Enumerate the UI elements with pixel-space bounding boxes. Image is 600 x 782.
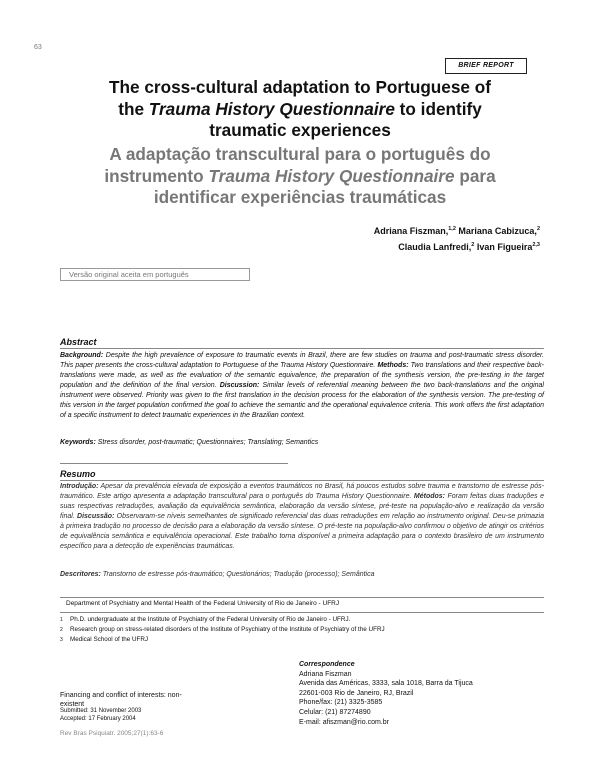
keywords	[60, 438, 544, 448]
abstract-heading: Abstract	[60, 337, 97, 347]
author-2: Mariana Cabizuca,	[455, 226, 537, 236]
resumo-discussion-label: Discussão:	[77, 513, 115, 520]
correspondence-mobile: Celular: (21) 87274890	[299, 708, 371, 716]
abstract-methods-label: Methods:	[377, 362, 409, 369]
resumo-top-divider	[60, 463, 288, 464]
keywords-label: Keywords:	[60, 439, 96, 446]
title-pt-line2	[30, 166, 570, 188]
abstract-discussion-label: Discussion:	[219, 382, 260, 389]
affiliation-footnotes	[60, 615, 385, 645]
correspondence-address: Avenida das Américas, 3333, sala 1018, Barra da Tijuca	[299, 680, 473, 688]
title-pt-line2-pre: instrumento	[104, 165, 209, 186]
version-note: Versão original aceita em português	[60, 268, 250, 281]
footnote-number: 2	[60, 627, 63, 633]
descritores-label: Descritores:	[60, 571, 101, 578]
accepted-date: Accepted: 17 February 2004	[60, 715, 136, 722]
title-en-line1: The cross-cultural adaptation to Portuguese of	[109, 77, 491, 97]
resumo-divider	[60, 480, 544, 481]
abstract-divider	[60, 348, 544, 349]
author-1-affil: 1,2	[448, 226, 456, 232]
abstract-body	[60, 351, 544, 421]
author-4-affil: 2,3	[532, 242, 540, 248]
correspondence-name: Adriana Fiszman	[299, 670, 352, 678]
author-4: Ivan Figueira	[474, 242, 533, 252]
author-2-affil: 2	[536, 226, 540, 232]
journal-reference: Rev Bras Psiquiatr. 2005;27(1):63-6	[60, 730, 164, 737]
footnote-text: Research group on stress-related disorders of the Institute of Psychiatry of the Institute of Psychiatry of the UFRJ	[70, 626, 385, 633]
author-3: Claudia Lanfredi,	[398, 242, 472, 252]
resumo-methods-text: Foram feitas duas traduções e suas respectivas retraduções, avaliação da equivalência semântica, elaboração da versão síntese, pré-teste na população-alvo e realização da versão final.	[60, 493, 544, 520]
title-en-instrument: Trauma History Questionnaire	[148, 98, 395, 119]
title-en-line3: traumatic experiences	[209, 120, 391, 140]
resumo-intro-text: Apesar da prevalência elevada de exposição a eventos traumáticos no Brasil, há poucos estudos sobre trauma e transtorno de estresse pós-traumático. Este artigo apresenta a adaptação transcultural para o português do Trauma History Questionnaire.	[60, 483, 544, 500]
title-pt-line3: identificar experiências traumáticas	[153, 187, 447, 207]
resumo-intro-label: Introdução:	[60, 483, 99, 490]
footnote-number: 1	[60, 617, 63, 623]
descritores-text: Transtorno de estresse pós-traumático; Questionários; Tradução (processo); Semântica	[100, 571, 375, 578]
resumo-methods-label: Métodos:	[413, 493, 446, 500]
submission-dates	[60, 708, 141, 724]
submitted-date: Submitted: 31 November 2003	[60, 708, 142, 714]
footnote-text: Medical School of the UFRJ	[70, 636, 149, 643]
title-pt-line1: A adaptação transcultural para o português do	[109, 144, 491, 164]
article-type-badge: BRIEF REPORT	[445, 58, 527, 74]
footnote	[60, 615, 385, 625]
financing-statement: Financing and conflict of interests: non-existent	[60, 692, 182, 708]
correspondence	[299, 660, 473, 727]
correspondence-email[interactable]: E-mail: afiszman@rio.com.br	[299, 718, 389, 726]
page-number: 63	[34, 44, 42, 51]
department: Department of Psychiatry and Mental Health of the Federal University of Rio de Janeiro - UFRJ	[66, 600, 340, 607]
title-pt-line2-post: para	[454, 165, 496, 186]
author-1: Adriana Fiszman,	[373, 226, 449, 236]
title-pt-instrument: Trauma History Questionnaire	[208, 165, 455, 186]
correspondence-city: 22601-003 Rio de Janeiro, RJ, Brazil	[299, 689, 414, 697]
abstract-background-label: Background:	[60, 352, 104, 359]
title-portuguese	[30, 144, 570, 209]
title-en-line2-post: to identify	[394, 98, 482, 119]
title-en-line2	[30, 99, 570, 121]
correspondence-phone: Phone/fax: (21) 3325-3585	[299, 699, 383, 707]
resumo-discussion-text: Observaram-se níveis semelhantes de significado referencial das duas retraduções em relação ao instrumento original. Deu-se primazia à primeira tradução no processo de decisão para a elaboração da versão síntese. O pré-teste na população-alvo confirmou o objetivo de atingir os critérios de equivalência semântica e equivalência operacional. Este trabalho torna disponível a primeira adaptação para o contexto brasileiro de um instrumento específico para a detecção de experiências traumáticas.	[60, 513, 544, 550]
title-english	[30, 77, 570, 142]
authors	[200, 222, 540, 254]
correspondence-heading: Correspondence	[299, 661, 355, 668]
authors-line1	[200, 222, 540, 238]
resumo-heading: Resumo	[60, 469, 96, 479]
abstract-methods-text: Two translations and their respective back-translations were made, as well as the evaluation of the semantic equivalence, the preparation of the synthesis version, the pre-testing in the target population and the definition of the final version.	[60, 362, 544, 389]
department-top-divider	[60, 597, 544, 598]
footnote	[60, 625, 385, 635]
title-en-line2-pre: the	[118, 98, 149, 119]
abstract-discussion-text: Similar levels of referential meaning between the two back-translations and the original instrument were observed. Priority was given to the first translation in the decision process for the elaboration of the synthesis version. The pre-testing of this version in the target population confirmed the goal to achieve the semantic and the operational equivalence criteria. This work offers the first adaptation of a specific instrument to detect traumatic experiences in the Brazilian context.	[60, 382, 544, 419]
department-divider	[60, 612, 544, 613]
resumo-body	[60, 482, 544, 552]
author-3-affil: 2	[471, 242, 475, 248]
footnote-text: Ph.D. undergraduate at the Institute of Psychiatry of the Federal University of Rio de Janeiro - UFRJ.	[70, 616, 351, 623]
authors-line2	[200, 238, 540, 254]
footnote	[60, 635, 385, 645]
footnote-number: 3	[60, 637, 63, 643]
keywords-text: Stress disorder, post-traumatic; Questionnaires; Translating; Semantics	[95, 439, 319, 446]
abstract-background-text: Despite the high prevalence of exposure to traumatic events in Brazil, there are few studies on trauma and post-traumatic stress disorder. This paper presents the cross-cultural adaptation to Portuguese of the Trauma History Questionnaire.	[60, 352, 544, 369]
descritores	[60, 570, 544, 580]
